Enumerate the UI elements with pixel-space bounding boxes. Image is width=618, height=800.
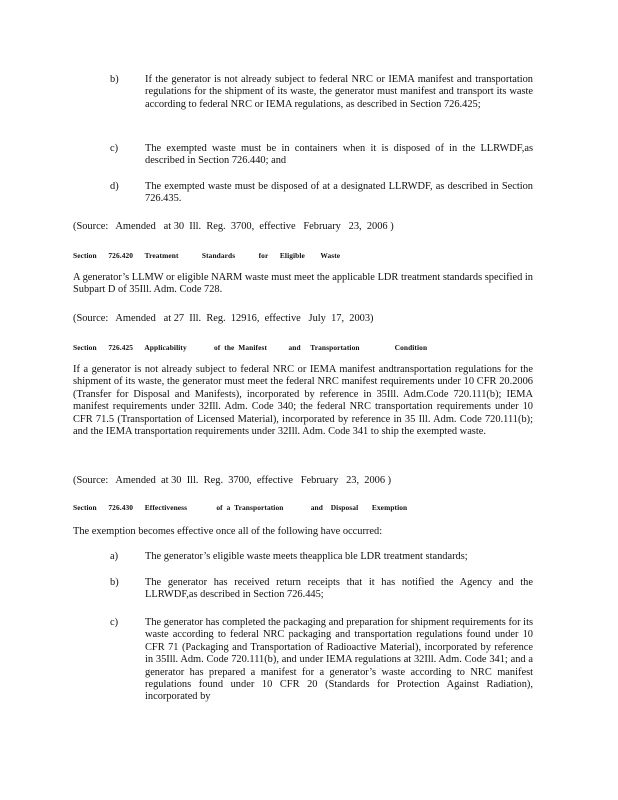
list-item-label: b) bbox=[110, 74, 119, 85]
list-item-label: c) bbox=[110, 143, 119, 154]
list-item-label: d) bbox=[110, 181, 119, 192]
source-note: (Source: Amended at 30 Ill. Reg. 3700, effective February 23, 2006 ) bbox=[73, 475, 392, 486]
list-item-text: The generator has completed the packaging and preparation for shipment requirements for its waste according to federal NRC packaging and transportation regulations found under 10 CFR 71 (Packaging and Transportation of Radioactive Material), incorporated by reference in 35Ill. Adm. Code 720.111(b), and under IEMA regulations at 32Ill. Adm. Code 341; and a generator has prepared a manifest for a generator’s waste according to NRC manifest regulations found under 10 CFR 20 (Standards for Protection Against Radiation), incorporated by bbox=[145, 617, 533, 703]
list-item-text: If the generator is not already subject to federal NRC or IEMA manifest and transportation regulations for the shipment of its waste, the generator must manifest and transport its waste according to federal NRC or IEMA regulations, as described in Section 726.425; bbox=[145, 74, 533, 110]
list-item-text: The exempted waste must be disposed of at a designated LLRWDF, as described in Section 726.435. bbox=[145, 181, 533, 205]
paragraph-726-420: A generator’s LLMW or eligible NARM waste must meet the applicable LDR treatment standards specified in Subpart D of 35Ill. Adm. Code 728. bbox=[73, 272, 533, 296]
list-item-text: The exempted waste must be in containers when it is disposed of in the LLRWDF,as described in Section 726.440; and bbox=[145, 143, 533, 167]
list-item-label: a) bbox=[110, 551, 119, 562]
source-note: (Source: Amended at 30 Ill. Reg. 3700, effective February 23, 2006 ) bbox=[73, 221, 394, 232]
list-item-text: The generator’s eligible waste meets theapplica ble LDR treatment standards; bbox=[145, 551, 468, 562]
source-note: (Source: Amended at 27 Ill. Reg. 12916, effective July 17, 2003) bbox=[73, 313, 374, 324]
paragraph-726-430: The exemption becomes effective once all of the following have occurred: bbox=[73, 526, 383, 537]
section-heading-726-430: Section 726.430 Effectiveness of a Transportation and Disposal Exemption bbox=[73, 503, 408, 512]
section-heading-726-420: Section 726.420 Treatment Standards for Eligible Waste bbox=[73, 251, 341, 260]
list-item-label: c) bbox=[110, 617, 119, 628]
list-item-label: b) bbox=[110, 577, 119, 588]
list-item-text: The generator has received return receipts that it has notified the Agency and the LLRWDF,as described in Section 726.445; bbox=[145, 577, 533, 601]
paragraph-726-425: If a generator is not already subject to federal NRC or IEMA manifest andtransportation regulations for the shipment of its waste, the generator must meet the federal NRC manifest requirements under 10 CFR 20.2006 (Transfer for Disposal and Manifests), incorporated by reference in 35Ill. Adm.Code 720.111(b); IEMA manifest requirements under 32Ill. Adm. Code 340; the federal NRC transportation requirements under 10 CFR 71.5 (Transportation of Licensed Material), incorporated by reference in 35 Ill. Adm. Code 720.111(b); and the IEMA transportation requirements under 32Ill. Adm. Code 341 to ship the exempted waste. bbox=[73, 364, 533, 438]
section-heading-726-425: Section 726.425 Applicability of the Manifest and Transportation Condition bbox=[73, 343, 428, 352]
